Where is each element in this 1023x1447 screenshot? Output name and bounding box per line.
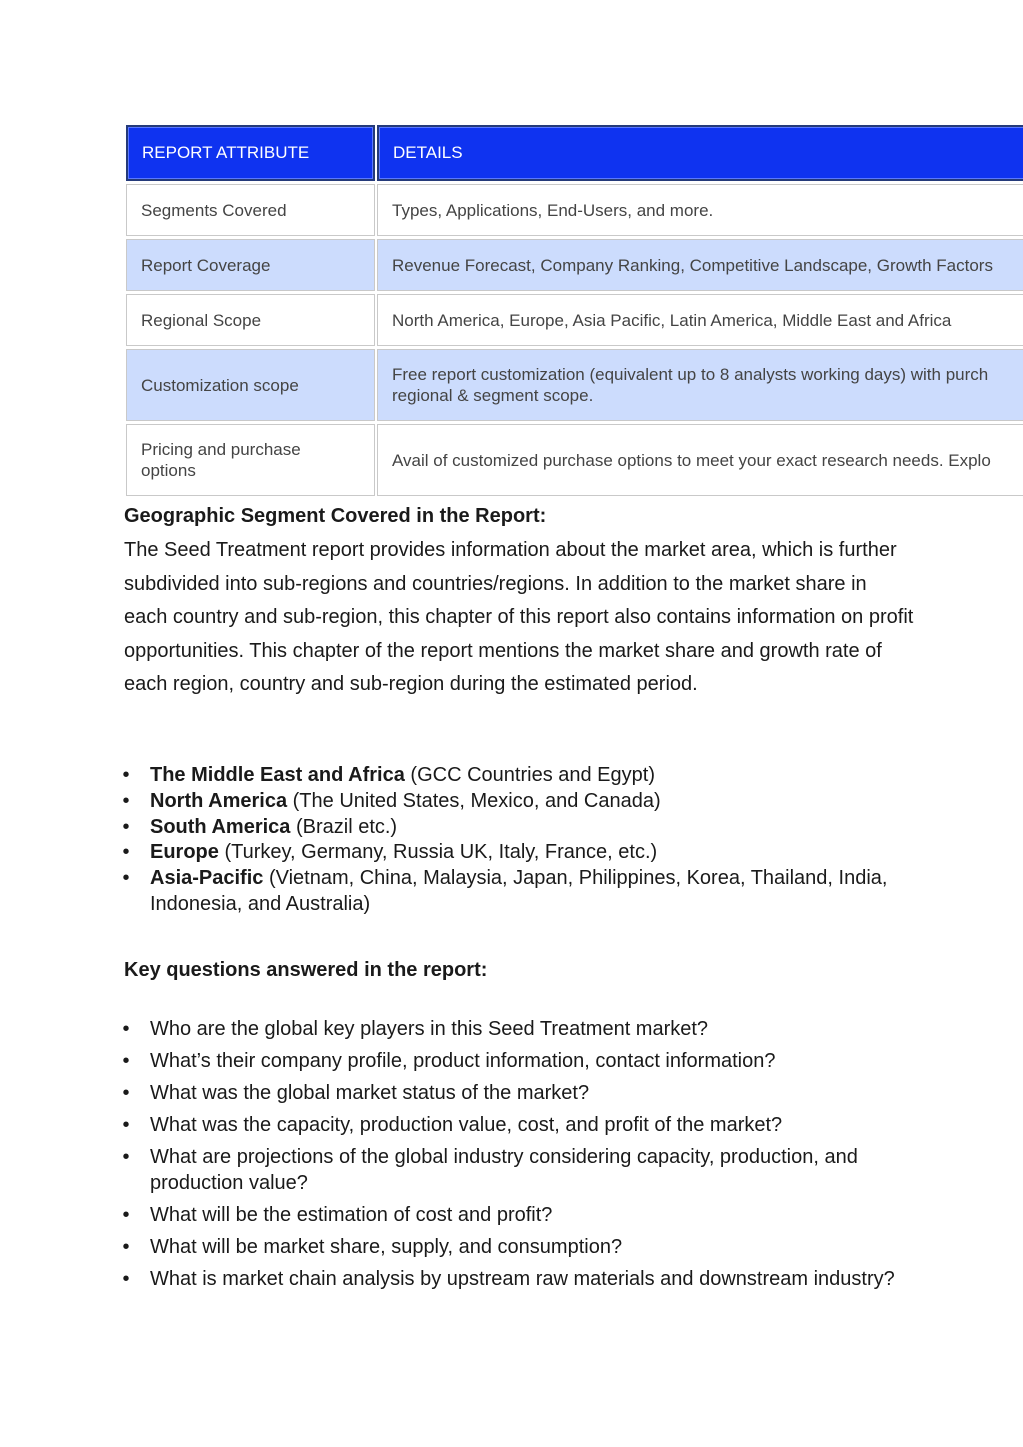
bullet-icon: • (122, 1050, 130, 1072)
question-text: What was the capacity, production value, cost, and profit of the market? (150, 1114, 783, 1136)
list-item (124, 1202, 904, 1228)
region-name: South America (150, 815, 291, 838)
table-row (126, 294, 1023, 346)
list-item (124, 1234, 904, 1260)
customization-details-text: Free report customization (equivalent up to 8 analysts working days) with purch regional & segment scope. (392, 365, 989, 405)
table-row (126, 184, 1023, 236)
region-detail: (GCC Countries and Egypt) (404, 764, 655, 786)
question-text: What is market chain analysis by upstream raw materials and downstream industry? (150, 1268, 895, 1290)
bullet-icon: • (122, 1268, 130, 1290)
bullet-icon: • (122, 1236, 130, 1258)
region-detail: (Brazil etc.) (290, 815, 398, 838)
question-text: What will be the estimation of cost and profit? (150, 1204, 553, 1226)
details-cell: North America, Europe, Asia Pacific, Latin America, Middle East and Africa (377, 294, 1023, 346)
list-item (124, 763, 904, 789)
question-text: What’s their company profile, product information, contact information? (150, 1050, 776, 1072)
question-text: Who are the global key players in this Seed Treatment market? (150, 1018, 709, 1040)
region-list (124, 763, 904, 918)
table-row (126, 349, 1023, 421)
header-report-attribute: REPORT ATTRIBUTE (126, 125, 375, 181)
table-header-row (126, 125, 1023, 181)
bullet-icon: • (122, 867, 130, 890)
bullet-icon: • (122, 1146, 130, 1168)
attribute-cell: Customization scope (126, 349, 375, 421)
attribute-cell: Regional Scope (126, 294, 375, 346)
region-name: Europe (150, 841, 219, 864)
report-attribute-table (126, 125, 1023, 499)
region-detail: (The United States, Mexico, and Canada) (287, 789, 661, 812)
header-details: DETAILS (377, 125, 1023, 181)
bullet-icon: • (122, 815, 130, 838)
question-text: What was the global market status of the market? (150, 1082, 590, 1104)
attribute-cell: Pricing and purchase options (126, 424, 375, 496)
list-item (124, 866, 904, 918)
region-name: Asia-Pacific (150, 867, 264, 890)
report-attribute-table-container (126, 125, 1023, 499)
list-item (124, 1080, 904, 1106)
region-detail: (Vietnam, China, Malaysia, Japan, Philippines, Korea, Thailand, India, Indonesia, and Australia) (150, 867, 888, 915)
bullet-icon: • (122, 1018, 130, 1040)
table-row (126, 424, 1023, 496)
list-item (124, 840, 904, 866)
region-name: North America (150, 789, 288, 812)
bullet-icon: • (122, 764, 130, 786)
bullet-icon: • (122, 1114, 130, 1136)
list-item (124, 1112, 904, 1138)
questions-list (124, 1016, 904, 1298)
region-name: The Middle East and Africa (150, 764, 405, 786)
key-questions-title: Key questions answered in the report: (124, 959, 488, 981)
list-item (124, 789, 904, 815)
bullet-icon: • (122, 1204, 130, 1226)
question-text: What are projections of the global industry considering capacity, production, and production value? (150, 1146, 858, 1194)
details-cell: Revenue Forecast, Company Ranking, Competitive Landscape, Growth Factors (377, 239, 1023, 291)
details-cell: Types, Applications, End-Users, and more. (377, 184, 1023, 236)
bullet-icon: • (122, 789, 130, 812)
attribute-cell: Segments Covered (126, 184, 375, 236)
bullet-icon: • (122, 1082, 130, 1104)
geographic-paragraph: The Seed Treatment report provides information about the market area, which is further subdivided into sub-regions and countries/regions. In addition to the market share in each country and sub-region, this chapter of this report also contains information on profit opportunities. This chapter of the report mentions the market share and growth rate of each region, country and sub-region during the estimated period. (124, 539, 914, 695)
table-row (126, 239, 1023, 291)
attribute-cell: Report Coverage (126, 239, 375, 291)
list-item (124, 1016, 904, 1042)
details-cell: Avail of customized purchase options to meet your exact research needs. Explo (377, 424, 1023, 496)
geographic-section-title: Geographic Segment Covered in the Report: (124, 505, 547, 527)
bullet-icon: • (122, 841, 130, 864)
details-cell (377, 349, 1023, 421)
question-text: What will be market share, supply, and consumption? (150, 1236, 623, 1258)
list-item (124, 1266, 904, 1292)
list-item (124, 1048, 904, 1074)
list-item (124, 815, 904, 841)
list-item (124, 1144, 904, 1196)
region-detail: (Turkey, Germany, Russia UK, Italy, France, etc.) (218, 841, 658, 864)
